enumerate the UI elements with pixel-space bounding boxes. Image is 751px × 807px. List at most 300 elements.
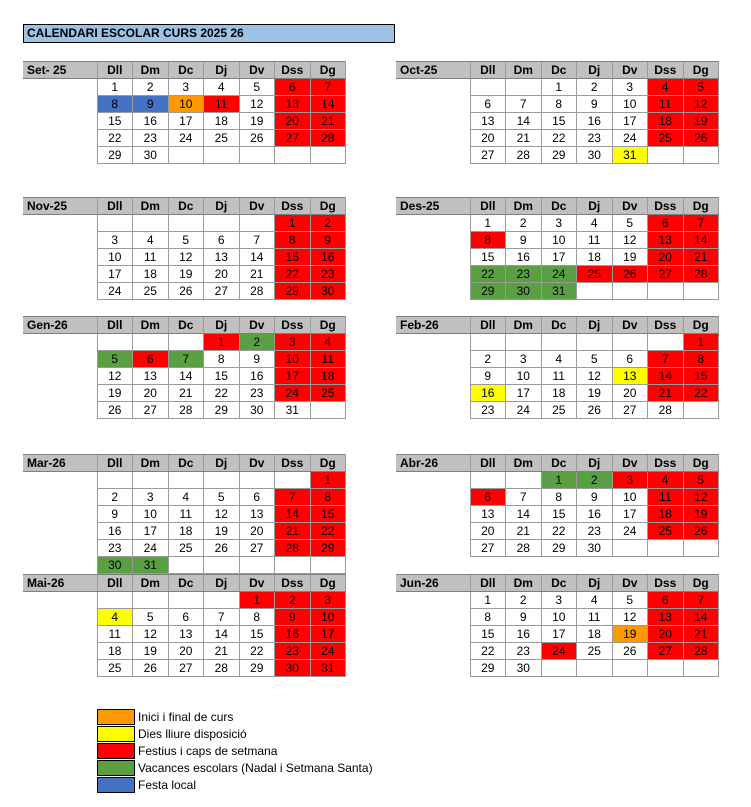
week-row bbox=[23, 523, 346, 540]
day-cell: 19 bbox=[168, 266, 204, 283]
day-cell: 15 bbox=[470, 249, 506, 266]
weekday-header: Dv bbox=[612, 198, 648, 215]
day-cell: 11 bbox=[577, 609, 613, 626]
legend-label: Inici i final de curs bbox=[138, 709, 234, 724]
day-cell: 4 bbox=[648, 79, 684, 96]
day-cell: 2 bbox=[275, 592, 311, 609]
day-cell: 10 bbox=[612, 96, 648, 113]
day-cell: 6 bbox=[204, 232, 240, 249]
day-cell: 22 bbox=[683, 385, 719, 402]
day-cell: 1 bbox=[97, 79, 133, 96]
weekday-header: Dg bbox=[683, 62, 719, 79]
day-cell: 25 bbox=[310, 385, 346, 402]
week-row bbox=[396, 351, 719, 368]
day-cell: 13 bbox=[470, 113, 506, 130]
day-cell: 17 bbox=[97, 266, 133, 283]
weekday-header: Dll bbox=[97, 198, 133, 215]
day-cell bbox=[470, 334, 506, 351]
day-cell: 9 bbox=[470, 368, 506, 385]
day-cell: 23 bbox=[506, 266, 542, 283]
week-label-spacer bbox=[23, 540, 97, 557]
week-row bbox=[396, 402, 719, 419]
day-cell: 8 bbox=[470, 609, 506, 626]
day-cell: 12 bbox=[97, 368, 133, 385]
weekday-header: Dss bbox=[275, 198, 311, 215]
month-table-mai-26 bbox=[23, 574, 346, 677]
day-cell: 1 bbox=[470, 215, 506, 232]
week-label-spacer bbox=[23, 609, 97, 626]
day-cell: 28 bbox=[683, 266, 719, 283]
day-cell: 21 bbox=[310, 113, 346, 130]
weekday-header: Dv bbox=[239, 575, 275, 592]
day-cell bbox=[168, 215, 204, 232]
day-cell: 20 bbox=[648, 249, 684, 266]
day-cell: 19 bbox=[683, 506, 719, 523]
day-cell: 6 bbox=[470, 96, 506, 113]
day-cell: 15 bbox=[470, 626, 506, 643]
day-cell: 21 bbox=[506, 130, 542, 147]
day-cell: 7 bbox=[239, 232, 275, 249]
day-cell: 20 bbox=[612, 385, 648, 402]
day-cell: 5 bbox=[239, 79, 275, 96]
day-cell: 27 bbox=[168, 660, 204, 677]
day-cell bbox=[133, 334, 169, 351]
day-cell bbox=[612, 660, 648, 677]
legend bbox=[97, 708, 373, 793]
weekday-header: Dc bbox=[168, 455, 204, 472]
day-cell: 24 bbox=[612, 523, 648, 540]
day-cell: 25 bbox=[648, 523, 684, 540]
day-cell bbox=[506, 79, 542, 96]
day-cell: 17 bbox=[541, 626, 577, 643]
day-cell: 29 bbox=[310, 540, 346, 557]
day-cell: 12 bbox=[168, 249, 204, 266]
day-cell: 22 bbox=[541, 130, 577, 147]
week-label-spacer bbox=[396, 523, 470, 540]
day-cell: 13 bbox=[168, 626, 204, 643]
day-cell: 23 bbox=[133, 130, 169, 147]
month-label: Des-25 bbox=[396, 198, 470, 215]
day-cell bbox=[470, 79, 506, 96]
weekday-header: Dss bbox=[648, 455, 684, 472]
day-cell: 2 bbox=[310, 215, 346, 232]
day-cell: 2 bbox=[470, 351, 506, 368]
weekday-header: Dg bbox=[683, 455, 719, 472]
weekday-header: Dg bbox=[310, 198, 346, 215]
day-cell bbox=[541, 334, 577, 351]
day-cell: 17 bbox=[612, 506, 648, 523]
day-cell bbox=[577, 283, 613, 300]
day-cell: 28 bbox=[204, 660, 240, 677]
day-cell: 16 bbox=[577, 506, 613, 523]
day-cell: 2 bbox=[506, 215, 542, 232]
day-cell bbox=[239, 147, 275, 164]
day-cell: 2 bbox=[577, 79, 613, 96]
weekday-header: Dm bbox=[133, 62, 169, 79]
day-cell: 6 bbox=[133, 351, 169, 368]
day-cell: 23 bbox=[310, 266, 346, 283]
day-cell: 22 bbox=[470, 266, 506, 283]
weekday-header: Dc bbox=[541, 198, 577, 215]
day-cell: 20 bbox=[133, 385, 169, 402]
week-row bbox=[23, 506, 346, 523]
day-cell bbox=[275, 557, 311, 574]
month-table-jun-26 bbox=[396, 574, 719, 677]
day-cell: 14 bbox=[204, 626, 240, 643]
day-cell: 9 bbox=[310, 232, 346, 249]
day-cell: 4 bbox=[168, 489, 204, 506]
week-row bbox=[396, 232, 719, 249]
day-cell bbox=[239, 557, 275, 574]
day-cell: 10 bbox=[612, 489, 648, 506]
day-cell: 17 bbox=[133, 523, 169, 540]
day-cell: 8 bbox=[204, 351, 240, 368]
day-cell: 19 bbox=[239, 113, 275, 130]
day-cell: 21 bbox=[168, 385, 204, 402]
day-cell bbox=[204, 215, 240, 232]
week-row bbox=[23, 660, 346, 677]
month-label: Feb-26 bbox=[396, 317, 470, 334]
day-cell: 10 bbox=[133, 506, 169, 523]
week-label-spacer bbox=[23, 523, 97, 540]
day-cell: 24 bbox=[541, 266, 577, 283]
day-cell: 26 bbox=[168, 283, 204, 300]
day-cell: 28 bbox=[168, 402, 204, 419]
day-cell: 2 bbox=[133, 79, 169, 96]
week-label-spacer bbox=[396, 351, 470, 368]
day-cell: 18 bbox=[541, 385, 577, 402]
day-cell: 20 bbox=[168, 643, 204, 660]
week-row bbox=[396, 368, 719, 385]
day-cell: 26 bbox=[683, 523, 719, 540]
day-cell: 30 bbox=[506, 283, 542, 300]
month-table-abr-26 bbox=[396, 454, 719, 557]
weekday-header: Dss bbox=[648, 575, 684, 592]
weekday-header: Dll bbox=[97, 62, 133, 79]
day-cell: 19 bbox=[683, 113, 719, 130]
day-cell: 19 bbox=[133, 643, 169, 660]
week-row bbox=[396, 489, 719, 506]
week-label-spacer bbox=[23, 249, 97, 266]
day-cell: 9 bbox=[577, 489, 613, 506]
day-cell: 10 bbox=[97, 249, 133, 266]
day-cell: 13 bbox=[648, 609, 684, 626]
weekday-header: Dll bbox=[97, 455, 133, 472]
day-cell: 19 bbox=[577, 385, 613, 402]
day-cell: 23 bbox=[239, 385, 275, 402]
day-cell: 16 bbox=[506, 249, 542, 266]
week-label-spacer bbox=[23, 79, 97, 96]
day-cell: 22 bbox=[97, 130, 133, 147]
day-cell: 24 bbox=[97, 283, 133, 300]
day-cell: 12 bbox=[683, 96, 719, 113]
week-row bbox=[396, 334, 719, 351]
day-cell: 14 bbox=[310, 96, 346, 113]
week-label-spacer bbox=[396, 215, 470, 232]
day-cell: 27 bbox=[204, 283, 240, 300]
day-cell: 12 bbox=[204, 506, 240, 523]
day-cell: 20 bbox=[648, 626, 684, 643]
day-cell: 30 bbox=[506, 660, 542, 677]
day-cell: 2 bbox=[577, 472, 613, 489]
day-cell: 15 bbox=[97, 113, 133, 130]
week-row bbox=[23, 147, 346, 164]
weekday-header: Dll bbox=[470, 317, 506, 334]
day-cell: 24 bbox=[506, 402, 542, 419]
day-cell: 4 bbox=[204, 79, 240, 96]
week-row bbox=[396, 592, 719, 609]
day-cell: 17 bbox=[168, 113, 204, 130]
day-cell bbox=[506, 472, 542, 489]
weekday-header: Dj bbox=[577, 455, 613, 472]
day-cell: 24 bbox=[612, 130, 648, 147]
week-row bbox=[23, 232, 346, 249]
day-cell: 22 bbox=[275, 266, 311, 283]
day-cell: 5 bbox=[204, 489, 240, 506]
day-cell: 3 bbox=[541, 215, 577, 232]
day-cell: 23 bbox=[577, 130, 613, 147]
day-cell: 15 bbox=[683, 368, 719, 385]
day-cell: 24 bbox=[275, 385, 311, 402]
day-cell: 7 bbox=[204, 609, 240, 626]
day-cell: 23 bbox=[97, 540, 133, 557]
month-label: Mar-26 bbox=[23, 455, 97, 472]
day-cell: 27 bbox=[133, 402, 169, 419]
month-label: Gen-26 bbox=[23, 317, 97, 334]
weekday-header: Dv bbox=[239, 62, 275, 79]
day-cell: 26 bbox=[239, 130, 275, 147]
day-cell: 28 bbox=[648, 402, 684, 419]
weekday-header: Dll bbox=[470, 455, 506, 472]
week-row bbox=[396, 609, 719, 626]
month-table-set-25 bbox=[23, 61, 346, 164]
month-label: Set- 25 bbox=[23, 62, 97, 79]
day-cell: 24 bbox=[168, 130, 204, 147]
day-cell: 14 bbox=[683, 232, 719, 249]
day-cell: 11 bbox=[97, 626, 133, 643]
weekday-header: Dj bbox=[577, 198, 613, 215]
week-label-spacer bbox=[396, 506, 470, 523]
day-cell bbox=[648, 283, 684, 300]
week-row bbox=[23, 385, 346, 402]
week-row bbox=[23, 79, 346, 96]
day-cell: 1 bbox=[541, 472, 577, 489]
day-cell: 18 bbox=[648, 506, 684, 523]
weekday-header: Dv bbox=[239, 317, 275, 334]
day-cell bbox=[168, 334, 204, 351]
day-cell: 19 bbox=[97, 385, 133, 402]
weekday-header: Dj bbox=[204, 455, 240, 472]
month-label: Oct-25 bbox=[396, 62, 470, 79]
day-cell: 31 bbox=[612, 147, 648, 164]
day-cell: 10 bbox=[310, 609, 346, 626]
day-cell: 1 bbox=[239, 592, 275, 609]
weekday-header: Dv bbox=[239, 198, 275, 215]
day-cell: 15 bbox=[204, 368, 240, 385]
day-cell: 30 bbox=[577, 540, 613, 557]
day-cell: 15 bbox=[275, 249, 311, 266]
day-cell bbox=[541, 660, 577, 677]
day-cell: 30 bbox=[310, 283, 346, 300]
weekday-header: Dv bbox=[612, 575, 648, 592]
week-row bbox=[23, 402, 346, 419]
day-cell: 18 bbox=[648, 113, 684, 130]
day-cell: 13 bbox=[648, 232, 684, 249]
weekday-header: Dll bbox=[470, 575, 506, 592]
day-cell: 12 bbox=[612, 232, 648, 249]
weekday-header: Dc bbox=[168, 198, 204, 215]
day-cell: 25 bbox=[577, 643, 613, 660]
weekday-header: Dll bbox=[97, 317, 133, 334]
week-row bbox=[23, 113, 346, 130]
day-cell bbox=[168, 557, 204, 574]
week-label-spacer bbox=[23, 643, 97, 660]
day-cell: 2 bbox=[506, 592, 542, 609]
week-label-spacer bbox=[396, 368, 470, 385]
day-cell: 14 bbox=[648, 368, 684, 385]
week-label-spacer bbox=[396, 249, 470, 266]
day-cell: 13 bbox=[133, 368, 169, 385]
day-cell: 22 bbox=[239, 643, 275, 660]
day-cell: 5 bbox=[133, 609, 169, 626]
weekday-header: Dj bbox=[204, 317, 240, 334]
day-cell: 7 bbox=[506, 96, 542, 113]
week-row bbox=[396, 249, 719, 266]
week-row bbox=[23, 351, 346, 368]
weekday-header: Dss bbox=[648, 62, 684, 79]
day-cell: 30 bbox=[577, 147, 613, 164]
weekday-header: Dss bbox=[648, 198, 684, 215]
legend-swatch bbox=[97, 726, 135, 742]
day-cell: 17 bbox=[506, 385, 542, 402]
legend-swatch bbox=[97, 760, 135, 776]
day-cell: 3 bbox=[506, 351, 542, 368]
weekday-header: Dg bbox=[683, 317, 719, 334]
week-row bbox=[23, 592, 346, 609]
day-cell: 1 bbox=[310, 472, 346, 489]
day-cell bbox=[612, 540, 648, 557]
day-cell: 15 bbox=[541, 506, 577, 523]
day-cell bbox=[683, 147, 719, 164]
week-label-spacer bbox=[396, 283, 470, 300]
day-cell: 26 bbox=[97, 402, 133, 419]
day-cell: 20 bbox=[239, 523, 275, 540]
day-cell: 27 bbox=[470, 540, 506, 557]
day-cell: 16 bbox=[577, 113, 613, 130]
day-cell: 21 bbox=[683, 249, 719, 266]
day-cell: 29 bbox=[204, 402, 240, 419]
day-cell: 27 bbox=[470, 147, 506, 164]
legend-swatch bbox=[97, 777, 135, 793]
weekday-header: Dg bbox=[683, 198, 719, 215]
month-table-oct-25 bbox=[396, 61, 719, 164]
day-cell: 4 bbox=[310, 334, 346, 351]
day-cell: 28 bbox=[683, 643, 719, 660]
day-cell: 6 bbox=[648, 592, 684, 609]
day-cell: 24 bbox=[310, 643, 346, 660]
week-row bbox=[396, 385, 719, 402]
day-cell: 3 bbox=[612, 79, 648, 96]
day-cell: 21 bbox=[683, 626, 719, 643]
day-cell: 28 bbox=[506, 147, 542, 164]
day-cell: 3 bbox=[275, 334, 311, 351]
week-label-spacer bbox=[23, 283, 97, 300]
weekday-header: Dj bbox=[577, 575, 613, 592]
month-label: Abr-26 bbox=[396, 455, 470, 472]
legend-item bbox=[97, 725, 373, 742]
day-cell bbox=[683, 283, 719, 300]
day-cell: 31 bbox=[310, 660, 346, 677]
day-cell: 11 bbox=[133, 249, 169, 266]
month-table-mar-26 bbox=[23, 454, 346, 574]
legend-item bbox=[97, 708, 373, 725]
day-cell: 6 bbox=[168, 609, 204, 626]
day-cell: 4 bbox=[577, 592, 613, 609]
weekday-header: Dc bbox=[168, 317, 204, 334]
week-label-spacer bbox=[396, 266, 470, 283]
day-cell: 18 bbox=[577, 249, 613, 266]
day-cell: 23 bbox=[470, 402, 506, 419]
day-cell: 27 bbox=[648, 266, 684, 283]
day-cell: 23 bbox=[275, 643, 311, 660]
week-label-spacer bbox=[23, 113, 97, 130]
weekday-header: Dg bbox=[683, 575, 719, 592]
weekday-header: Dg bbox=[310, 62, 346, 79]
day-cell bbox=[97, 334, 133, 351]
day-cell: 2 bbox=[97, 489, 133, 506]
week-label-spacer bbox=[396, 96, 470, 113]
day-cell: 18 bbox=[97, 643, 133, 660]
month-table-nov-25 bbox=[23, 197, 346, 300]
day-cell: 9 bbox=[275, 609, 311, 626]
week-label-spacer bbox=[23, 232, 97, 249]
day-cell: 19 bbox=[612, 249, 648, 266]
day-cell: 16 bbox=[133, 113, 169, 130]
day-cell: 29 bbox=[97, 147, 133, 164]
day-cell bbox=[204, 472, 240, 489]
day-cell: 29 bbox=[470, 660, 506, 677]
day-cell: 31 bbox=[133, 557, 169, 574]
week-label-spacer bbox=[396, 626, 470, 643]
day-cell: 23 bbox=[506, 643, 542, 660]
weekday-header: Dss bbox=[275, 455, 311, 472]
day-cell: 28 bbox=[310, 130, 346, 147]
week-label-spacer bbox=[396, 660, 470, 677]
weekday-header: Dm bbox=[506, 575, 542, 592]
weekday-header: Dj bbox=[577, 62, 613, 79]
day-cell: 11 bbox=[577, 232, 613, 249]
weekday-header: Dss bbox=[275, 62, 311, 79]
day-cell: 20 bbox=[204, 266, 240, 283]
week-label-spacer bbox=[396, 385, 470, 402]
day-cell: 12 bbox=[133, 626, 169, 643]
day-cell: 21 bbox=[506, 523, 542, 540]
day-cell: 27 bbox=[239, 540, 275, 557]
week-row bbox=[23, 609, 346, 626]
weekday-header: Dg bbox=[310, 455, 346, 472]
day-cell: 9 bbox=[506, 609, 542, 626]
day-cell: 15 bbox=[310, 506, 346, 523]
day-cell: 13 bbox=[239, 506, 275, 523]
week-label-spacer bbox=[396, 489, 470, 506]
day-cell: 16 bbox=[239, 368, 275, 385]
day-cell: 1 bbox=[470, 592, 506, 609]
day-cell: 8 bbox=[275, 232, 311, 249]
week-row bbox=[23, 643, 346, 660]
weekday-header: Dc bbox=[168, 575, 204, 592]
day-cell bbox=[648, 540, 684, 557]
weekday-header: Dj bbox=[204, 62, 240, 79]
